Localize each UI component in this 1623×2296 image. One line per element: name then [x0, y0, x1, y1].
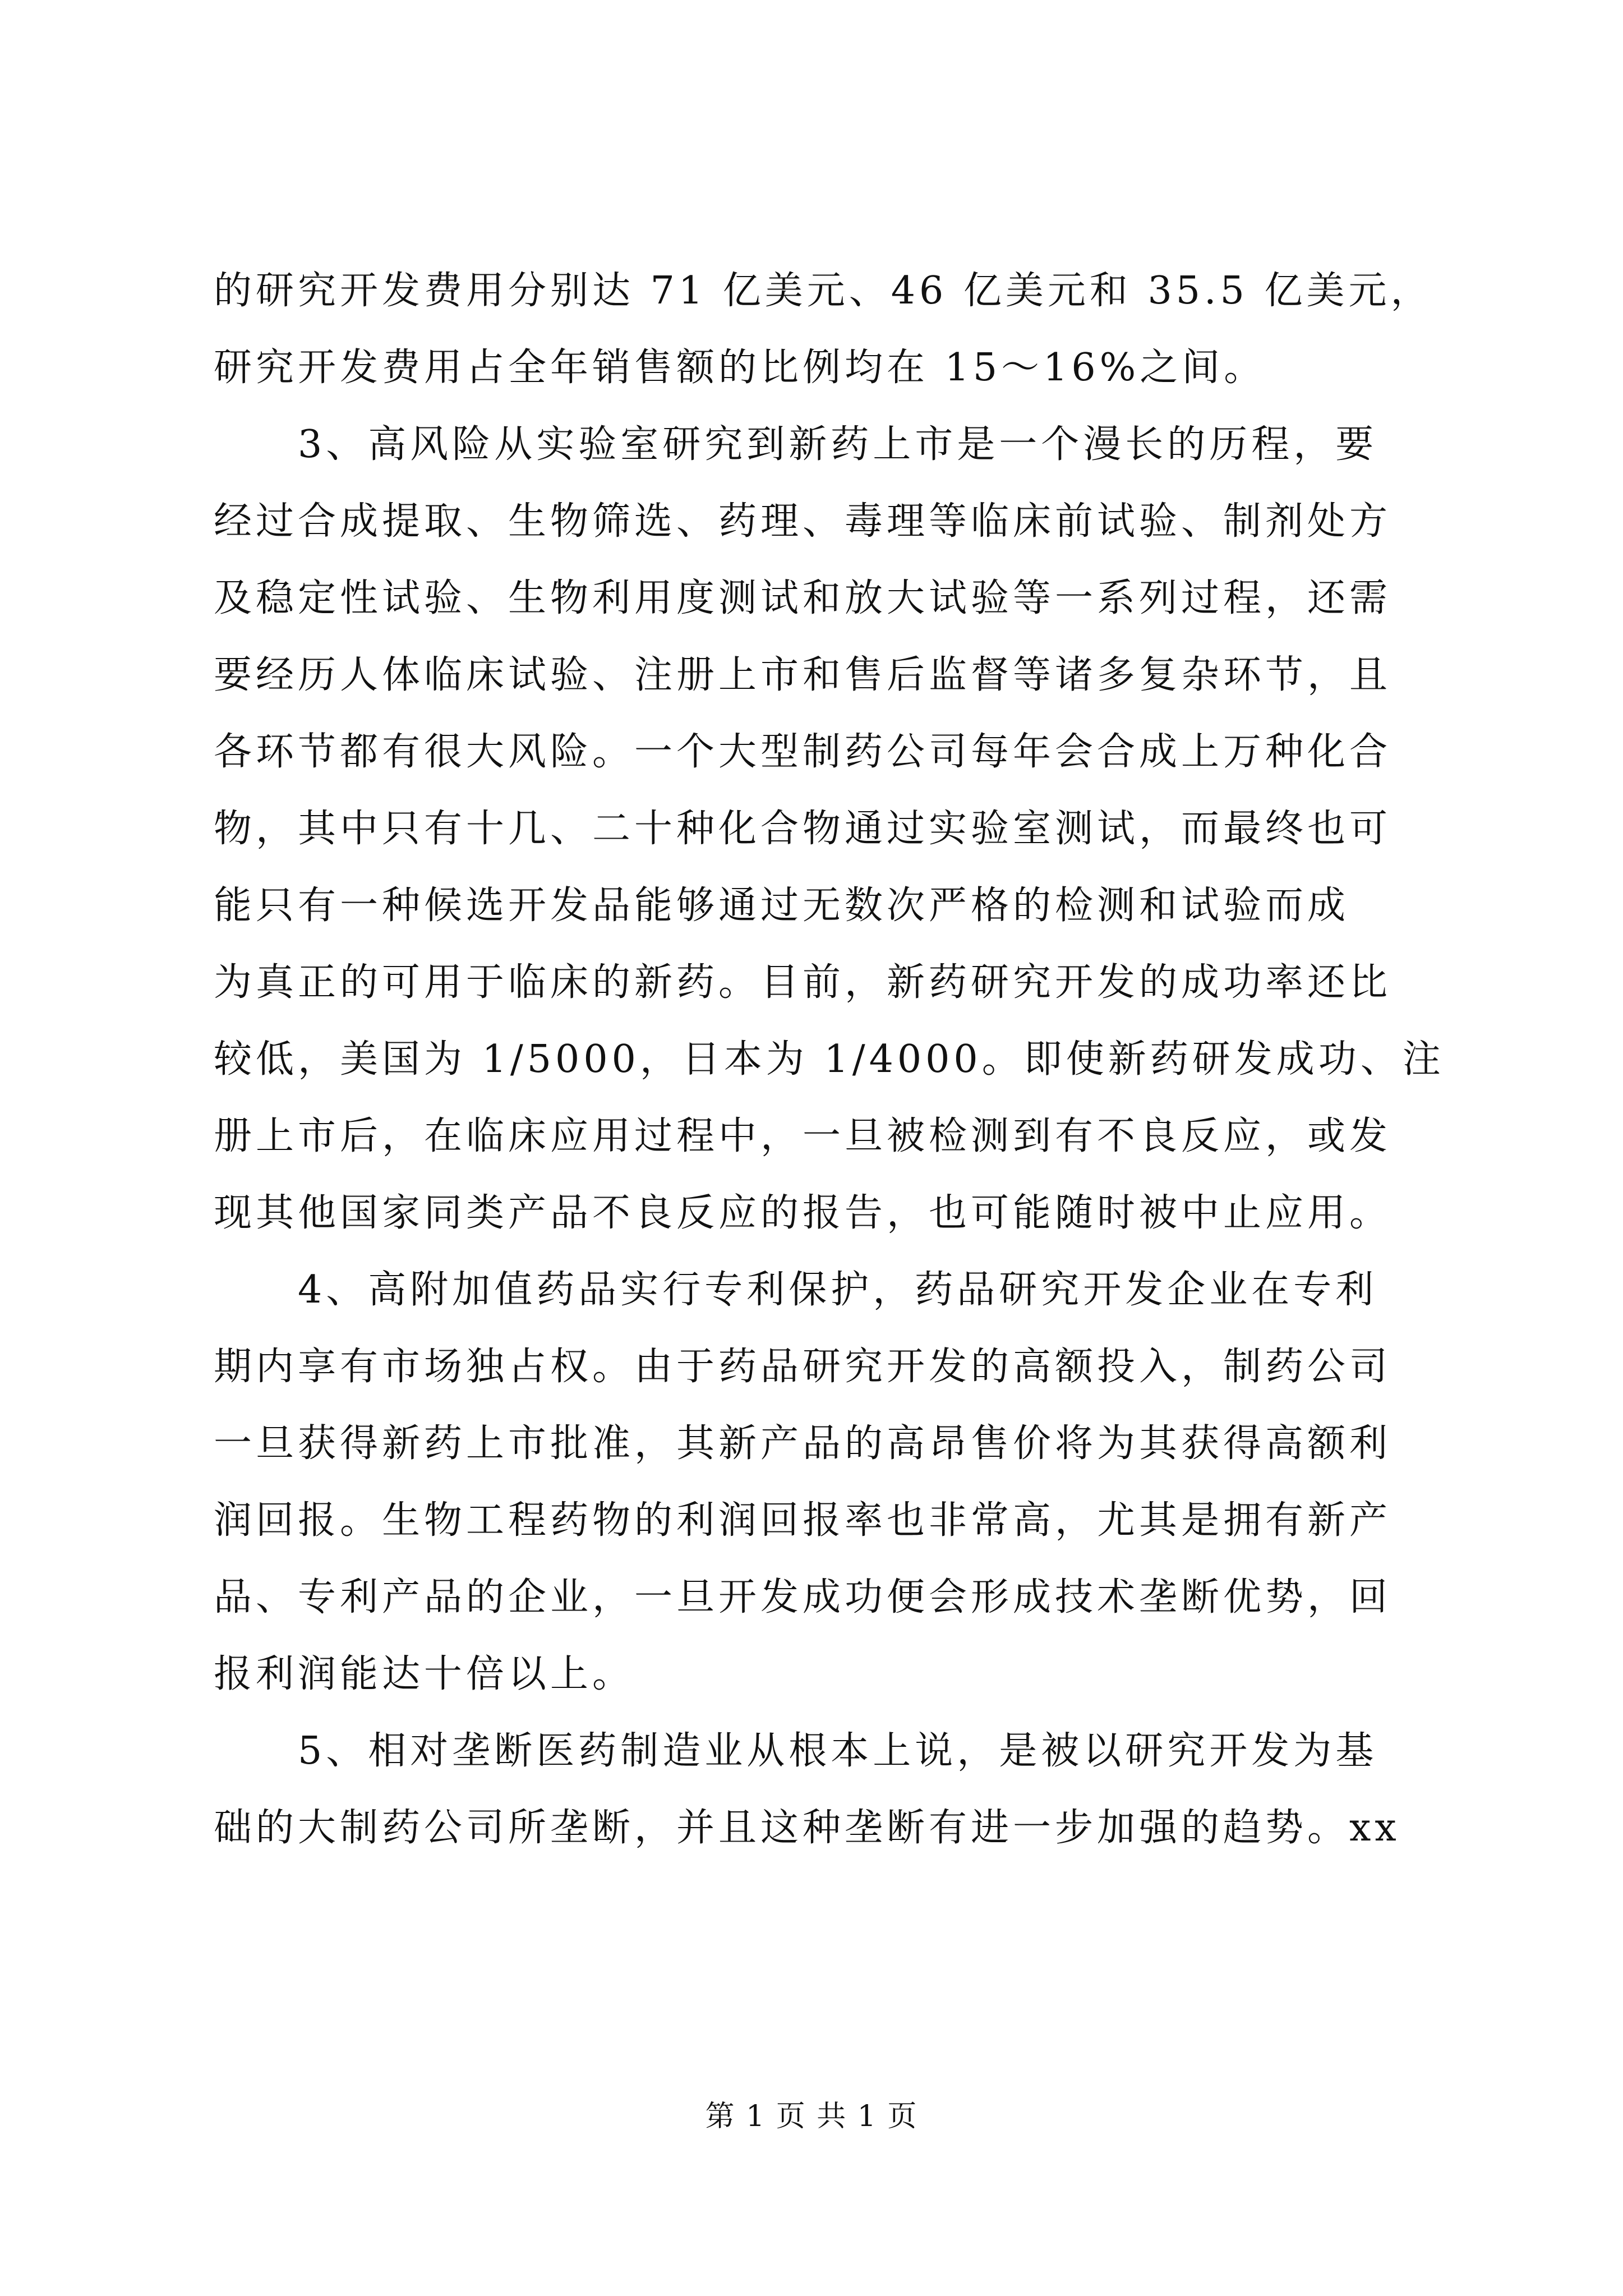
page-footer: 第 1 页 共 1 页 — [705, 2100, 918, 2133]
text-line: 各环节都有很大风险。一个大型制药公司每年会合成上万种化合 — [214, 730, 1392, 774]
text-line: 能只有一种候选开发品能够通过无数次严格的检测和试验而成 — [214, 884, 1350, 928]
text-line: 为真正的可用于临床的新药。目前，新药研究开发的成功率还比 — [214, 960, 1392, 1005]
text-line: 研究开发费用占全年销售额的比例均在 15～16%之间。 — [214, 346, 1266, 390]
text-line: 现其他国家同类产品不良反应的报告，也可能随时被中止应用。 — [214, 1191, 1392, 1235]
text-line: 3、高风险从实验室研究到新药上市是一个漫长的历程，要 — [214, 422, 1378, 467]
document-body — [214, 252, 1445, 1866]
text-line: 报利润能达十倍以上。 — [214, 1652, 635, 1696]
text-line: 品、专利产品的企业，一旦开发成功便会形成技术垄断优势，回 — [214, 1575, 1392, 1619]
text-line: 5、相对垄断医药制造业从根本上说，是被以研究开发为基 — [214, 1729, 1378, 1773]
text-line: 物，其中只有十几、二十种化合物通过实验室测试，而最终也可 — [214, 807, 1392, 851]
text-line: 润回报。生物工程药物的利润回报率也非常高，尤其是拥有新产 — [214, 1498, 1392, 1543]
text-line: 的研究开发费用分别达 71 亿美元、46 亿美元和 35.5 亿美元， — [214, 269, 1433, 313]
text-line: 期内享有市场独占权。由于药品研究开发的高额投入，制药公司 — [214, 1345, 1392, 1389]
text-line: 础的大制药公司所垄断，并且这种垄断有进一步加强的趋势。xx — [214, 1806, 1400, 1850]
text-line: 4、高附加值药品实行专利保护，药品研究开发企业在专利 — [214, 1268, 1378, 1312]
text-line: 较低，美国为 1/5000，日本为 1/4000。即使新药研发成功、注 — [214, 1037, 1445, 1082]
text-line: 经过合成提取、生物筛选、药理、毒理等临床前试验、制剂处方 — [214, 499, 1392, 544]
text-line: 一旦获得新药上市批准，其新产品的高昂售价将为其获得高额利 — [214, 1421, 1392, 1466]
text-line: 要经历人体临床试验、注册上市和售后监督等诸多复杂环节，且 — [214, 653, 1392, 697]
text-line: 及稳定性试验、生物利用度测试和放大试验等一系列过程，还需 — [214, 576, 1392, 620]
text-line: 册上市后，在临床应用过程中，一旦被检测到有不良反应，或发 — [214, 1114, 1392, 1158]
